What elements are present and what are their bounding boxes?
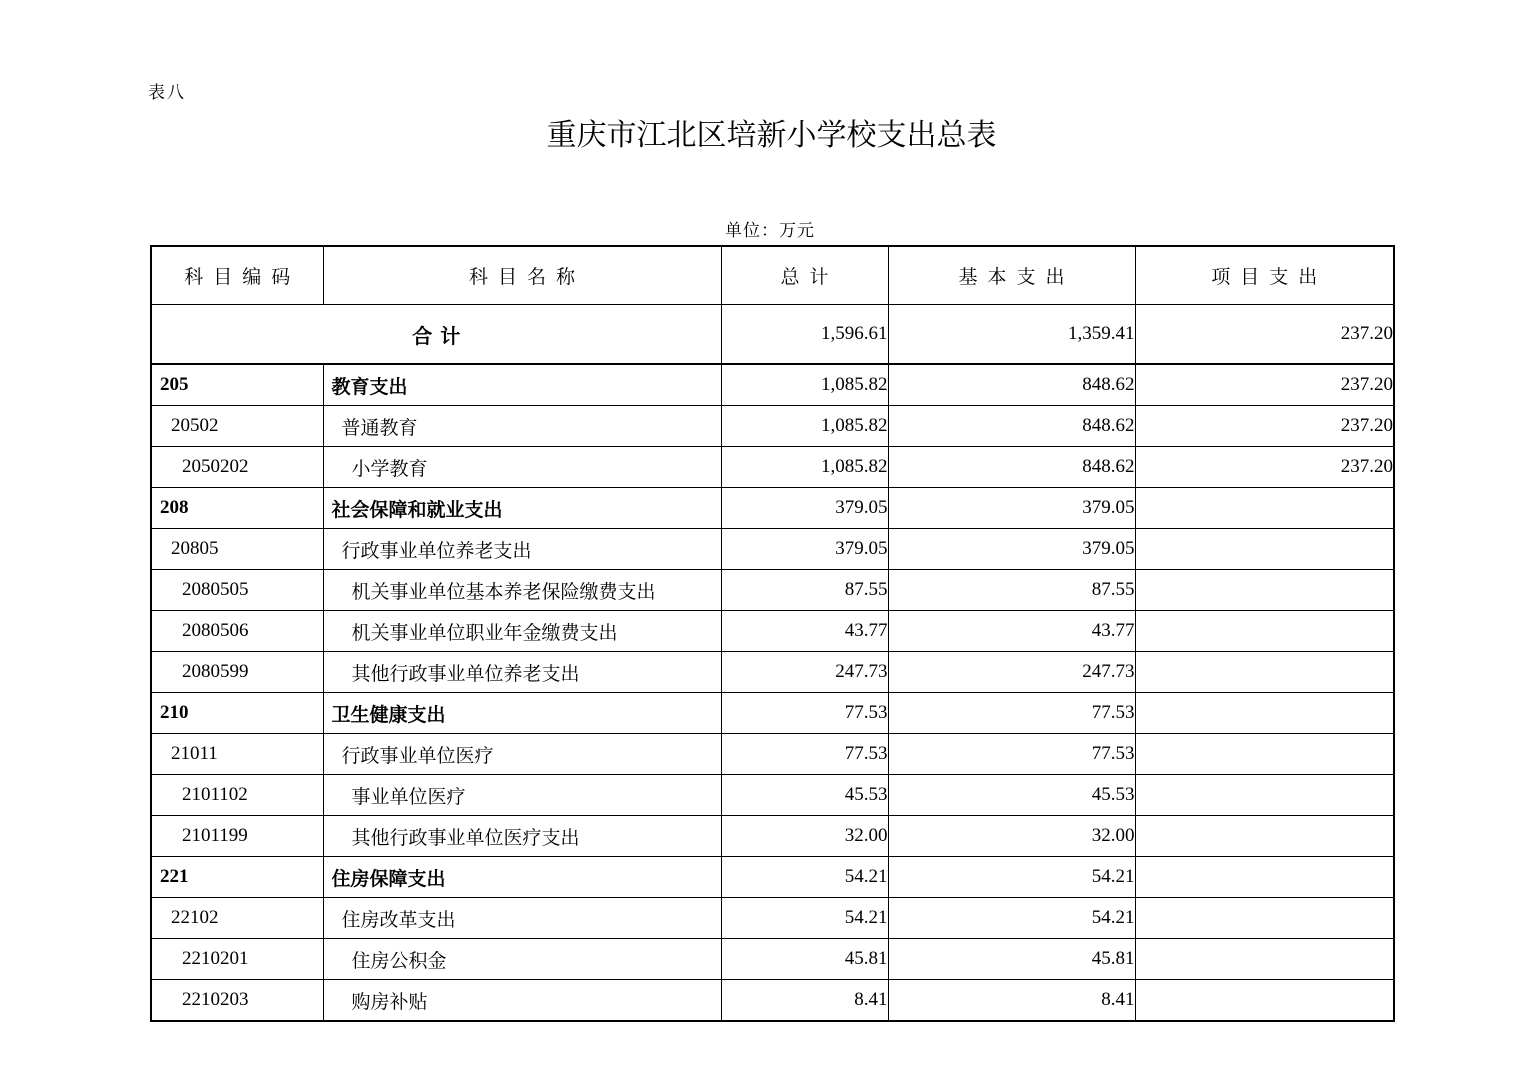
table-row <box>151 570 1394 611</box>
subject-code-cell: 210 <box>151 693 323 734</box>
table-row <box>151 611 1394 652</box>
project-expense-cell <box>1135 816 1394 857</box>
summary-row <box>151 305 1394 365</box>
subject-code-cell: 205 <box>151 364 323 406</box>
basic-expense-cell: 848.62 <box>888 364 1135 406</box>
table-row <box>151 406 1394 447</box>
project-expense-cell <box>1135 693 1394 734</box>
subject-code-cell: 208 <box>151 488 323 529</box>
subject-code-cell: 2210201 <box>151 939 323 980</box>
project-expense-cell <box>1135 529 1394 570</box>
total-cell: 77.53 <box>721 734 888 775</box>
subject-name-cell: 卫生健康支出 <box>323 693 721 734</box>
basic-expense-cell: 32.00 <box>888 816 1135 857</box>
subject-name-cell: 住房公积金 <box>323 939 721 980</box>
unit-note: 单位：万元 <box>725 221 815 240</box>
subject-code-cell: 2080599 <box>151 652 323 693</box>
subject-name-cell: 住房改革支出 <box>323 898 721 939</box>
table-row <box>151 898 1394 939</box>
subject-name-cell: 购房补贴 <box>323 980 721 1022</box>
subject-name-cell: 行政事业单位养老支出 <box>323 529 721 570</box>
table-row <box>151 529 1394 570</box>
subject-code-cell: 2210203 <box>151 980 323 1022</box>
table-row <box>151 734 1394 775</box>
table-number-label: 表八 <box>148 83 186 102</box>
basic-expense-cell: 77.53 <box>888 693 1135 734</box>
subject-name-cell: 社会保障和就业支出 <box>323 488 721 529</box>
total-cell: 1,085.82 <box>721 364 888 406</box>
basic-expense-cell: 379.05 <box>888 529 1135 570</box>
header-subject-name: 科目名称 <box>323 246 721 305</box>
subject-name-cell: 行政事业单位医疗 <box>323 734 721 775</box>
table-row <box>151 939 1394 980</box>
subject-name-cell: 住房保障支出 <box>323 857 721 898</box>
project-expense-cell <box>1135 857 1394 898</box>
summary-project-cell: 237.20 <box>1135 305 1394 365</box>
basic-expense-cell: 8.41 <box>888 980 1135 1022</box>
subject-code-cell: 2101199 <box>151 816 323 857</box>
basic-expense-cell: 848.62 <box>888 406 1135 447</box>
expenditure-table <box>150 245 1395 1022</box>
basic-expense-cell: 379.05 <box>888 488 1135 529</box>
basic-expense-cell: 54.21 <box>888 898 1135 939</box>
total-cell: 8.41 <box>721 980 888 1022</box>
project-expense-cell <box>1135 570 1394 611</box>
subject-name-cell: 小学教育 <box>323 447 721 488</box>
subject-code-cell: 2050202 <box>151 447 323 488</box>
total-cell: 43.77 <box>721 611 888 652</box>
subject-code-cell: 22102 <box>151 898 323 939</box>
header-total: 总计 <box>721 246 888 305</box>
project-expense-cell <box>1135 898 1394 939</box>
basic-expense-cell: 247.73 <box>888 652 1135 693</box>
subject-name-cell: 事业单位医疗 <box>323 775 721 816</box>
subject-code-cell: 20805 <box>151 529 323 570</box>
total-cell: 45.53 <box>721 775 888 816</box>
table-row <box>151 693 1394 734</box>
basic-expense-cell: 77.53 <box>888 734 1135 775</box>
total-cell: 1,085.82 <box>721 406 888 447</box>
total-cell: 1,085.82 <box>721 447 888 488</box>
total-cell: 87.55 <box>721 570 888 611</box>
table-header-row <box>151 246 1394 305</box>
basic-expense-cell: 43.77 <box>888 611 1135 652</box>
subject-code-cell: 20502 <box>151 406 323 447</box>
project-expense-cell: 237.20 <box>1135 364 1394 406</box>
table-row <box>151 447 1394 488</box>
header-project-expense: 项目支出 <box>1135 246 1394 305</box>
project-expense-cell: 237.20 <box>1135 447 1394 488</box>
table-row <box>151 775 1394 816</box>
subject-code-cell: 2101102 <box>151 775 323 816</box>
total-cell: 54.21 <box>721 898 888 939</box>
table-row <box>151 816 1394 857</box>
subject-code-cell: 2080505 <box>151 570 323 611</box>
summary-total-cell: 1,596.61 <box>721 305 888 365</box>
table-row <box>151 364 1394 406</box>
total-cell: 54.21 <box>721 857 888 898</box>
project-expense-cell <box>1135 775 1394 816</box>
table-row <box>151 488 1394 529</box>
table-row <box>151 857 1394 898</box>
basic-expense-cell: 45.81 <box>888 939 1135 980</box>
header-basic-expense: 基本支出 <box>888 246 1135 305</box>
project-expense-cell <box>1135 939 1394 980</box>
page-title: 重庆市江北区培新小学校支出总表 <box>546 119 997 152</box>
subject-code-cell: 21011 <box>151 734 323 775</box>
total-cell: 379.05 <box>721 529 888 570</box>
total-cell: 379.05 <box>721 488 888 529</box>
project-expense-cell <box>1135 652 1394 693</box>
summary-basic-cell: 1,359.41 <box>888 305 1135 365</box>
total-cell: 45.81 <box>721 939 888 980</box>
project-expense-cell: 237.20 <box>1135 406 1394 447</box>
project-expense-cell <box>1135 611 1394 652</box>
subject-name-cell: 其他行政事业单位医疗支出 <box>323 816 721 857</box>
subject-name-cell: 机关事业单位职业年金缴费支出 <box>323 611 721 652</box>
total-cell: 247.73 <box>721 652 888 693</box>
basic-expense-cell: 848.62 <box>888 447 1135 488</box>
subject-name-cell: 教育支出 <box>323 364 721 406</box>
table-row <box>151 980 1394 1022</box>
subject-name-cell: 机关事业单位基本养老保险缴费支出 <box>323 570 721 611</box>
total-cell: 77.53 <box>721 693 888 734</box>
basic-expense-cell: 45.53 <box>888 775 1135 816</box>
basic-expense-cell: 54.21 <box>888 857 1135 898</box>
subject-name-cell: 普通教育 <box>323 406 721 447</box>
basic-expense-cell: 87.55 <box>888 570 1135 611</box>
total-cell: 32.00 <box>721 816 888 857</box>
project-expense-cell <box>1135 980 1394 1022</box>
subject-name-cell: 其他行政事业单位养老支出 <box>323 652 721 693</box>
subject-code-cell: 221 <box>151 857 323 898</box>
project-expense-cell <box>1135 734 1394 775</box>
table-row <box>151 652 1394 693</box>
project-expense-cell <box>1135 488 1394 529</box>
subject-code-cell: 2080506 <box>151 611 323 652</box>
header-subject-code: 科目编码 <box>151 246 323 305</box>
summary-label: 合计 <box>151 305 721 365</box>
